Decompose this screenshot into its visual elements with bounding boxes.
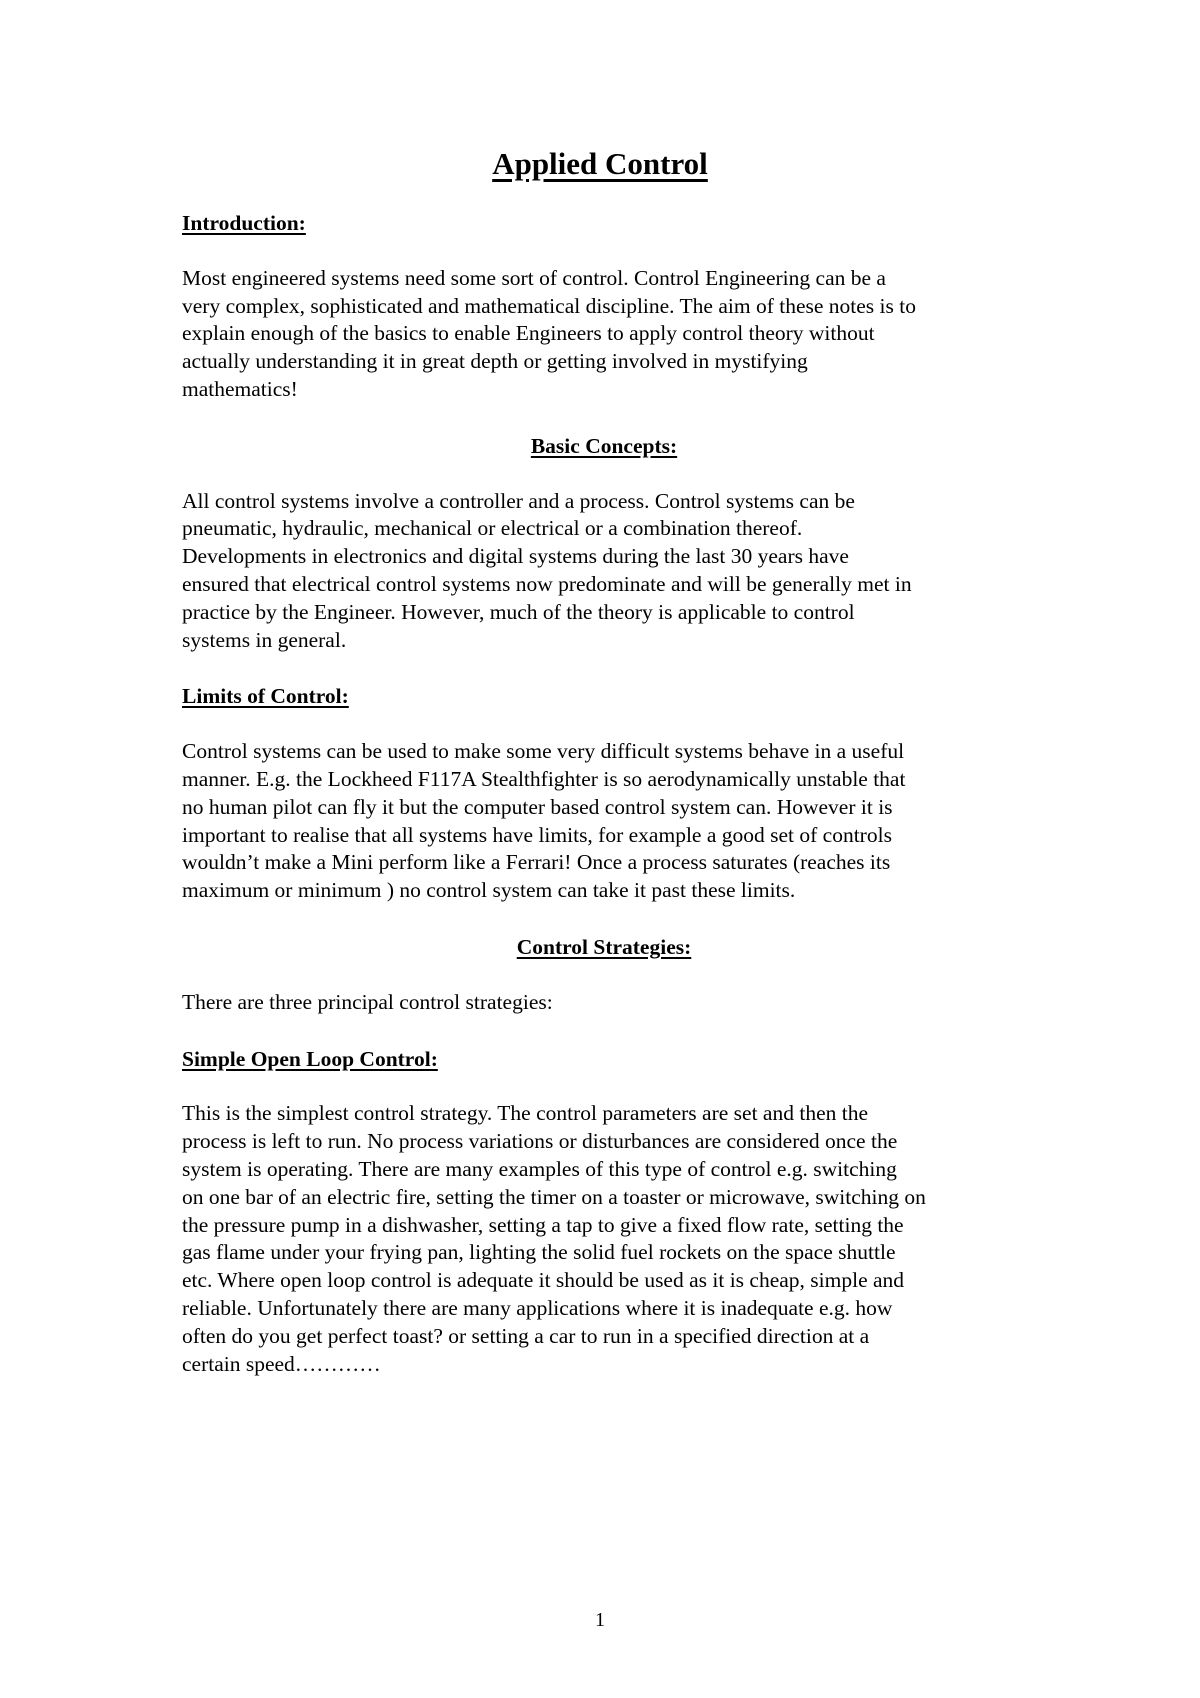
text-line: ensured that electrical control systems now predominate and will be generally met in [182, 571, 912, 596]
text-line: process is left to run. No process variations or disturbances are considered once the [182, 1129, 898, 1154]
section-control-strategies [182, 934, 1052, 1046]
text-line: on one bar of an electric fire, setting the timer on a toaster or microwave, switching on [182, 1184, 926, 1209]
text-line: gas flame under your frying pan, lighting the solid fuel rockets on the space shuttle [182, 1240, 896, 1265]
text-line: manner. E.g. the Lockheed F117A Stealthfighter is so aerodynamically unstable that [182, 766, 906, 791]
section-heading: Simple Open Loop Control: [182, 1046, 438, 1071]
text-line: maximum or minimum ) no control system can take it past these limits. [182, 878, 796, 903]
text-line: the pressure pump in a dishwasher, setting a tap to give a fixed flow rate, setting the [182, 1212, 904, 1237]
section-introduction [182, 210, 1052, 433]
section-heading: Limits of Control: [182, 684, 349, 709]
text-line: Developments in electronics and digital systems during the last 30 years have [182, 544, 849, 569]
section-paragraph [182, 265, 1052, 404]
section-simple-open-loop-control [182, 1046, 1052, 1379]
section-heading: Basic Concepts: [530, 433, 678, 458]
text-line: often do you get perfect toast? or setting a car to run in a specified direction at a [182, 1323, 870, 1348]
text-line: systems in general. [182, 627, 347, 652]
text-line: system is operating. There are many examples of this type of control e.g. switching [182, 1156, 897, 1181]
text-line: practice by the Engineer. However, much of the theory is applicable to control [182, 599, 855, 624]
text-line: This is the simplest control strategy. The control parameters are set and then the [182, 1101, 869, 1126]
section-heading: Introduction: [182, 211, 306, 235]
text-line: Most engineered systems need some sort of control. Control Engineering can be a [182, 265, 886, 290]
text-line: etc. Where open loop control is adequate it should be used as it is cheap, simple and [182, 1268, 905, 1293]
section-heading: Control Strategies: [516, 934, 692, 959]
section-basic-concepts [182, 433, 1052, 684]
text-line: wouldn’t make a Mini perform like a Ferrari! Once a process saturates (reaches its [182, 850, 891, 875]
text-line: no human pilot can fly it but the computer based control system can. However it is [182, 794, 893, 819]
text-line: pneumatic, hydraulic, mechanical or electrical or a combination thereof. [182, 516, 803, 541]
text-line: important to realise that all systems have limits, for example a good set of controls [182, 822, 892, 847]
section-paragraph [182, 989, 1052, 1017]
document-body [182, 210, 1052, 1378]
text-line: explain enough of the basics to enable Engineers to apply control theory without [182, 321, 875, 346]
text-line: certain speed………… [182, 1351, 381, 1376]
section-paragraph [182, 488, 1052, 655]
page-number: 1 [595, 1609, 605, 1631]
text-line: actually understanding it in great depth or getting involved in mystifying [182, 349, 808, 374]
text-line: very complex, sophisticated and mathematical discipline. The aim of these notes is to [182, 293, 916, 318]
page-title: Applied Control [492, 146, 708, 181]
text-line: reliable. Unfortunately there are many applications where it is inadequate e.g. how [182, 1295, 893, 1320]
section-limits-of-control [182, 683, 1052, 934]
section-paragraph [182, 738, 1052, 905]
text-line: All control systems involve a controller and a process. Control systems can be [182, 488, 855, 513]
section-paragraph [182, 1100, 1052, 1378]
text-line: mathematics! [182, 376, 298, 401]
text-line: There are three principal control strategies: [182, 989, 553, 1014]
text-line: Control systems can be used to make some very difficult systems behave in a useful [182, 739, 905, 764]
